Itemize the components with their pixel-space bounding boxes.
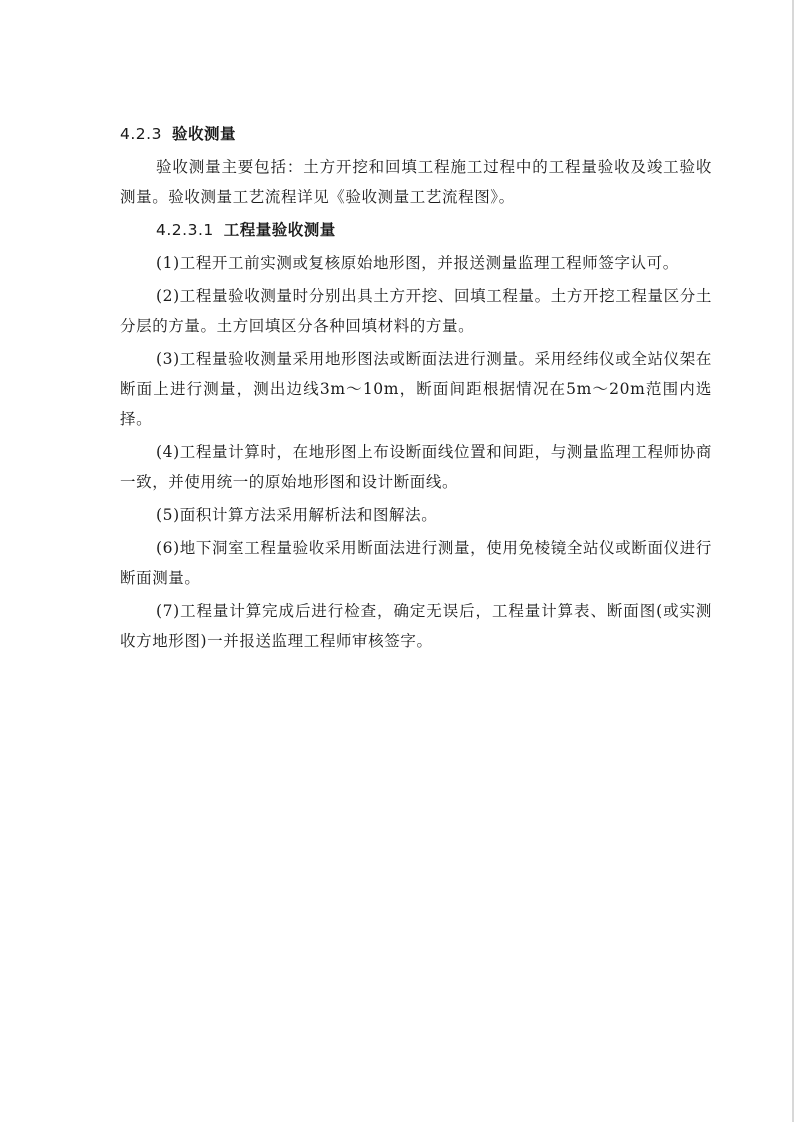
section-number: 4.2.3 — [120, 125, 162, 143]
list-item: (7)工程量计算完成后进行检查，确定无误后，工程量计算表、断面图(或实测收方地形图)一并报送监理工程师审核签字。 — [120, 602, 712, 650]
subsection-number: 4.2.3.1 — [156, 221, 214, 239]
section-heading — [120, 119, 712, 149]
list-item: (3)工程量验收测量采用地形图法或断面法进行测量。采用经纬仪或全站仪架在断面上进行测量，测出边线3m～10m，断面间距根据情况在5m～20m范围内选择。 — [120, 350, 712, 428]
subsection-heading — [156, 215, 712, 245]
list-item: (2)工程量验收测量时分别出具土方开挖、回填工程量。土方开挖工程量区分土分层的方量。土方回填区分各种回填材料的方量。 — [120, 287, 712, 335]
list-item: (6)地下洞室工程量验收采用断面法进行测量，使用免棱镜全站仪或断面仪进行断面测量。 — [120, 539, 712, 587]
list-item: (5)面积计算方法采用解析法和图解法。 — [156, 506, 438, 524]
section-title: 验收测量 — [171, 124, 236, 143]
section-intro: 验收测量主要包括：土方开挖和回填工程施工过程中的工程量验收及竣工验收测量。验收测量工艺流程详见《验收测量工艺流程图》。 — [120, 158, 712, 206]
document-body — [120, 119, 712, 659]
subsection-title: 工程量验收测量 — [223, 220, 336, 239]
list-item: (4)工程量计算时，在地形图上布设断面线位置和间距，与测量监理工程师协商一致，并使用统一的原始地形图和设计断面线。 — [120, 443, 712, 491]
list-item: (1)工程开工前实测或复核原始地形图，并报送测量监理工程师签字认可。 — [156, 254, 679, 272]
